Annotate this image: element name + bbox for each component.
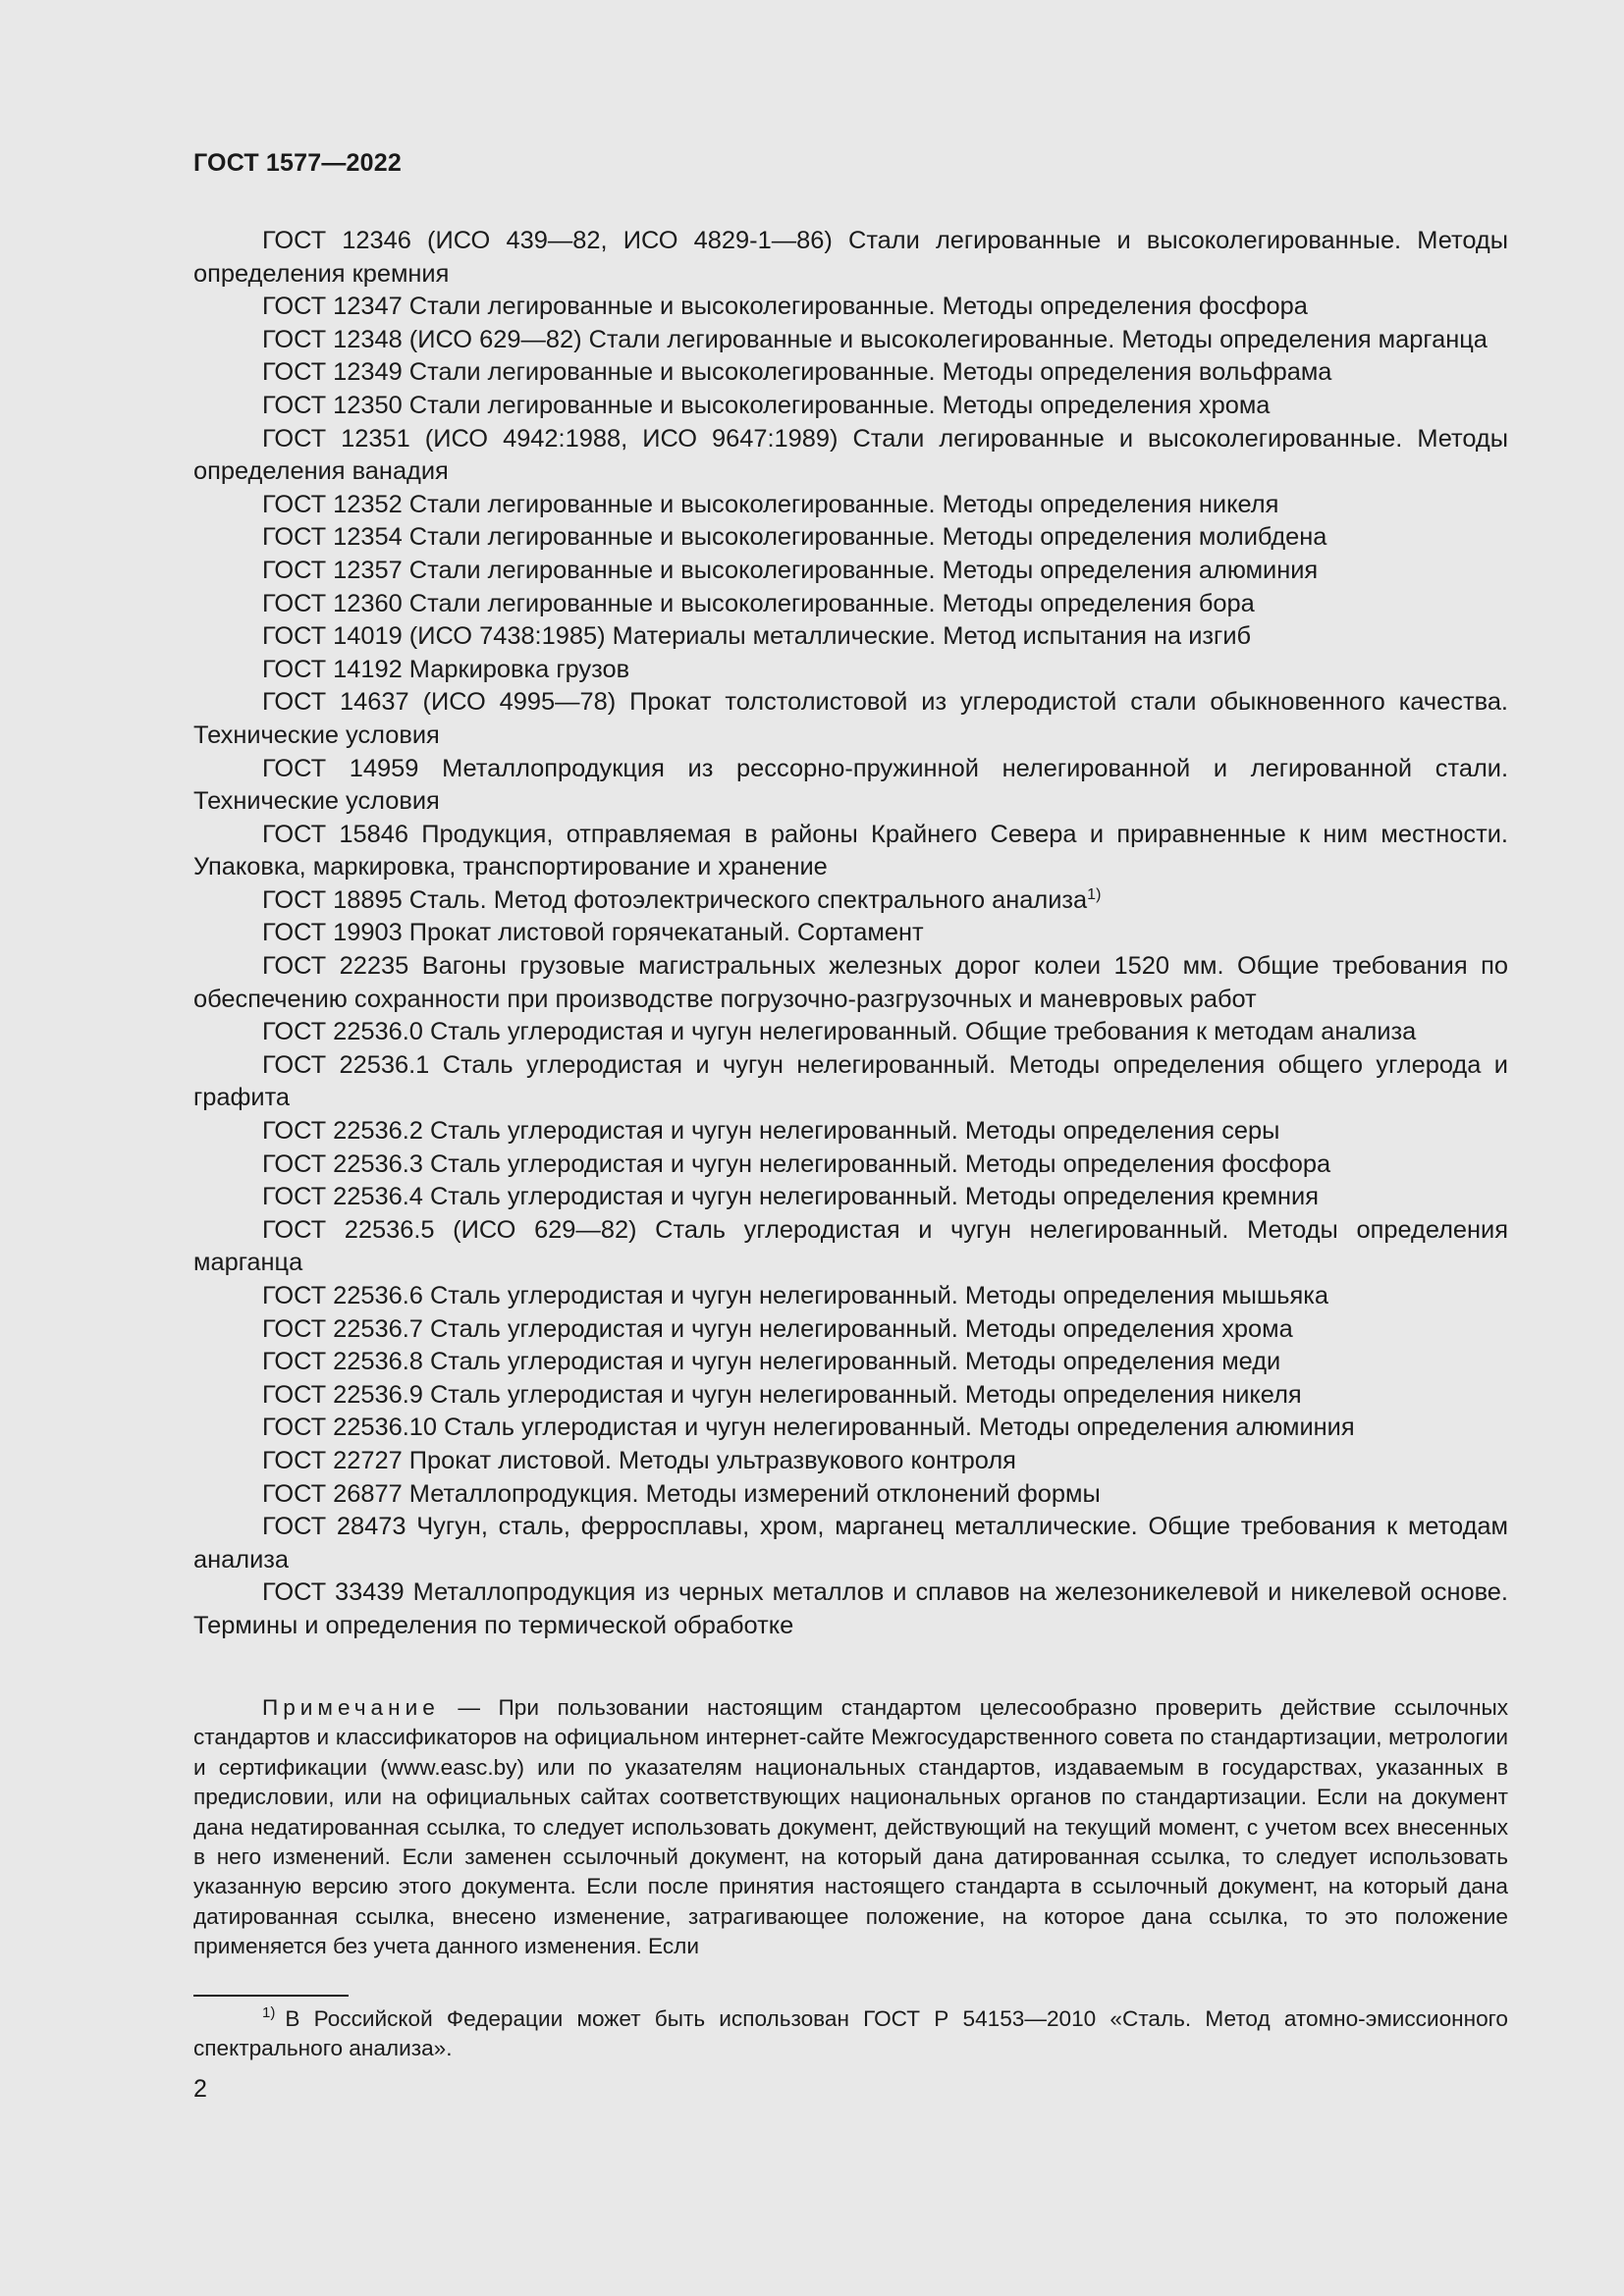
reference-item (193, 324, 1508, 357)
reference-text: ГОСТ 12352 Стали легированные и высоколегированные. Методы определения никеля (262, 490, 1279, 518)
reference-text: ГОСТ 22536.5 (ИСО 629—82) Сталь углеродистая и чугун нелегированный. Методы определения марганца (193, 1215, 1508, 1277)
reference-text: ГОСТ 33439 Металлопродукция из черных металлов и сплавов на железоникелевой и никелевой основе. Термины и определения по термической обработке (193, 1578, 1508, 1639)
reference-item (193, 917, 1508, 950)
note-paragraph (193, 1693, 1508, 1962)
reference-item (193, 620, 1508, 654)
reference-item (193, 686, 1508, 752)
reference-text: ГОСТ 22536.8 Сталь углеродистая и чугун нелегированный. Методы определения меди (262, 1348, 1281, 1376)
reference-text: ГОСТ 12351 (ИСО 4942:1988, ИСО 9647:1989) Стали легированные и высоколегированные. Методы определения ванадия (193, 424, 1508, 486)
reference-item (193, 225, 1508, 291)
reference-item (193, 1379, 1508, 1413)
reference-item (193, 753, 1508, 819)
reference-item (193, 1346, 1508, 1379)
page-header-title: ГОСТ 1577—2022 (193, 149, 402, 177)
reference-item (193, 1115, 1508, 1148)
reference-text: ГОСТ 12350 Стали легированные и высоколегированные. Методы определения хрома (262, 391, 1271, 419)
reference-text: ГОСТ 28473 Чугун, сталь, ферросплавы, хром, марганец металлические. Общие требования к методам анализа (193, 1513, 1508, 1574)
note-label: Примечание (262, 1695, 440, 1720)
reference-item (193, 1016, 1508, 1049)
reference-text: ГОСТ 18895 Сталь. Метод фотоэлектрического спектрального анализа (262, 885, 1088, 914)
reference-text: ГОСТ 14637 (ИСО 4995—78) Прокат толстолистовой из углеродистой стали обыкновенного качества. Технические условия (193, 688, 1508, 749)
reference-text: ГОСТ 22536.1 Сталь углеродистая и чугун нелегированный. Методы определения общего углерода и графита (193, 1050, 1508, 1112)
reference-item (193, 1576, 1508, 1642)
reference-item (193, 1049, 1508, 1115)
reference-text: ГОСТ 22536.4 Сталь углеродистая и чугун нелегированный. Методы определения кремния (262, 1183, 1319, 1211)
reference-item (193, 588, 1508, 621)
reference-text: ГОСТ 22235 Вагоны грузовые магистральных железных дорог колеи 1520 мм. Общие требования по обеспечению сохранности при производстве погрузочно-разгрузочных и маневровых работ (193, 952, 1508, 1013)
footnote-separator (193, 1995, 349, 1997)
reference-item (193, 884, 1508, 918)
reference-text: ГОСТ 14019 (ИСО 7438:1985) Материалы металлические. Метод испытания на изгиб (262, 622, 1252, 651)
page-number: 2 (193, 2075, 207, 2103)
reference-item (193, 291, 1508, 324)
reference-item (193, 1148, 1508, 1182)
normative-references-list (193, 225, 1508, 1643)
reference-item (193, 521, 1508, 555)
reference-text: ГОСТ 12357 Стали легированные и высоколегированные. Методы определения алюминия (262, 556, 1319, 584)
reference-text: ГОСТ 12360 Стали легированные и высоколегированные. Методы определения бора (262, 589, 1255, 617)
reference-text: ГОСТ 26877 Металлопродукция. Методы измерений отклонений формы (262, 1479, 1101, 1508)
reference-item (193, 1313, 1508, 1347)
reference-text: ГОСТ 12354 Стали легированные и высоколегированные. Методы определения молибдена (262, 523, 1327, 552)
reference-item (193, 356, 1508, 390)
footnote (193, 2004, 1508, 2064)
reference-text: ГОСТ 22536.2 Сталь углеродистая и чугун нелегированный. Методы определения серы (262, 1117, 1280, 1146)
reference-text: ГОСТ 15846 Продукция, отправляемая в районы Крайнего Севера и приравненные к ним местности. Упаковка, маркировка, транспортирование и хранение (193, 820, 1508, 881)
reference-item (193, 950, 1508, 1016)
footnote-reference-mark: 1) (1087, 885, 1102, 903)
reference-item (193, 819, 1508, 884)
reference-text: ГОСТ 19903 Прокат листовой горячекатаный. Сортамент (262, 919, 924, 947)
footnote-mark: 1) (262, 2004, 276, 2021)
reference-item (193, 390, 1508, 423)
footnote-text: В Российской Федерации может быть использован ГОСТ Р 54153—2010 «Сталь. Метод атомно-эмиссионного спектрального анализа». (193, 2006, 1508, 2061)
reference-text: ГОСТ 22536.3 Сталь углеродистая и чугун нелегированный. Методы определения фосфора (262, 1149, 1331, 1178)
reference-text: ГОСТ 22536.10 Сталь углеродистая и чугун нелегированный. Методы определения алюминия (262, 1414, 1355, 1442)
reference-item (193, 1511, 1508, 1576)
reference-text: ГОСТ 22536.0 Сталь углеродистая и чугун нелегированный. Общие требования к методам анализа (262, 1018, 1417, 1046)
reference-item (193, 1280, 1508, 1313)
reference-item (193, 1478, 1508, 1512)
reference-item (193, 1412, 1508, 1445)
reference-text: ГОСТ 14959 Металлопродукция из рессорно-пружинной нелегированной и легированной стали. Технические условия (193, 754, 1508, 816)
reference-item (193, 1214, 1508, 1280)
reference-text: ГОСТ 12348 (ИСО 629—82) Стали легированные и высоколегированные. Методы определения марганца (262, 325, 1488, 353)
reference-item (193, 489, 1508, 522)
reference-text: ГОСТ 22536.6 Сталь углеродистая и чугун нелегированный. Методы определения мышьяка (262, 1282, 1329, 1309)
reference-text: ГОСТ 14192 Маркировка грузов (262, 655, 630, 683)
reference-item (193, 423, 1508, 489)
reference-item (193, 555, 1508, 588)
reference-text: ГОСТ 22536.9 Сталь углеродистая и чугун нелегированный. Методы определения никеля (262, 1380, 1302, 1409)
note-text: — При пользовании настоящим стандартом целесообразно проверить действие ссылочных стандартов и классификаторов на официальном интернет-сайте Межгосударственного совета по стандартизации, метрологии и сертификации (www.easc.by) или по указателям национальных стандартов, издаваемым в государствах, указанных в предисловии, или на официальных сайтах соответствующих национальных органов по стандартизации. Если на документ дана недатированная ссылка, то следует использовать документ, действующий на текущий момент, с учетом всех внесенных в него изменений. Если заменен ссылочный документ, на который дана датированная ссылка, то следует использовать указанную версию этого документа. Если после принятия настоящего стандарта в ссылочный документ, на который дана датированная ссылка, внесено изменение, затрагивающее положение, на которое дана ссылка, то это положение применяется без учета данного изменения. Если (193, 1695, 1508, 1959)
reference-text: ГОСТ 22536.7 Сталь углеродистая и чугун нелегированный. Методы определения хрома (262, 1314, 1293, 1343)
reference-text: ГОСТ 22727 Прокат листовой. Методы ультразвукового контроля (262, 1446, 1016, 1474)
reference-text: ГОСТ 12347 Стали легированные и высоколегированные. Методы определения фосфора (262, 293, 1308, 321)
reference-item (193, 654, 1508, 687)
reference-item (193, 1445, 1508, 1478)
reference-text: ГОСТ 12349 Стали легированные и высоколегированные. Методы определения вольфрама (262, 358, 1332, 387)
reference-item (193, 1181, 1508, 1214)
reference-text: ГОСТ 12346 (ИСО 439—82, ИСО 4829-1—86) Стали легированные и высоколегированные. Методы определения кремния (193, 227, 1508, 288)
